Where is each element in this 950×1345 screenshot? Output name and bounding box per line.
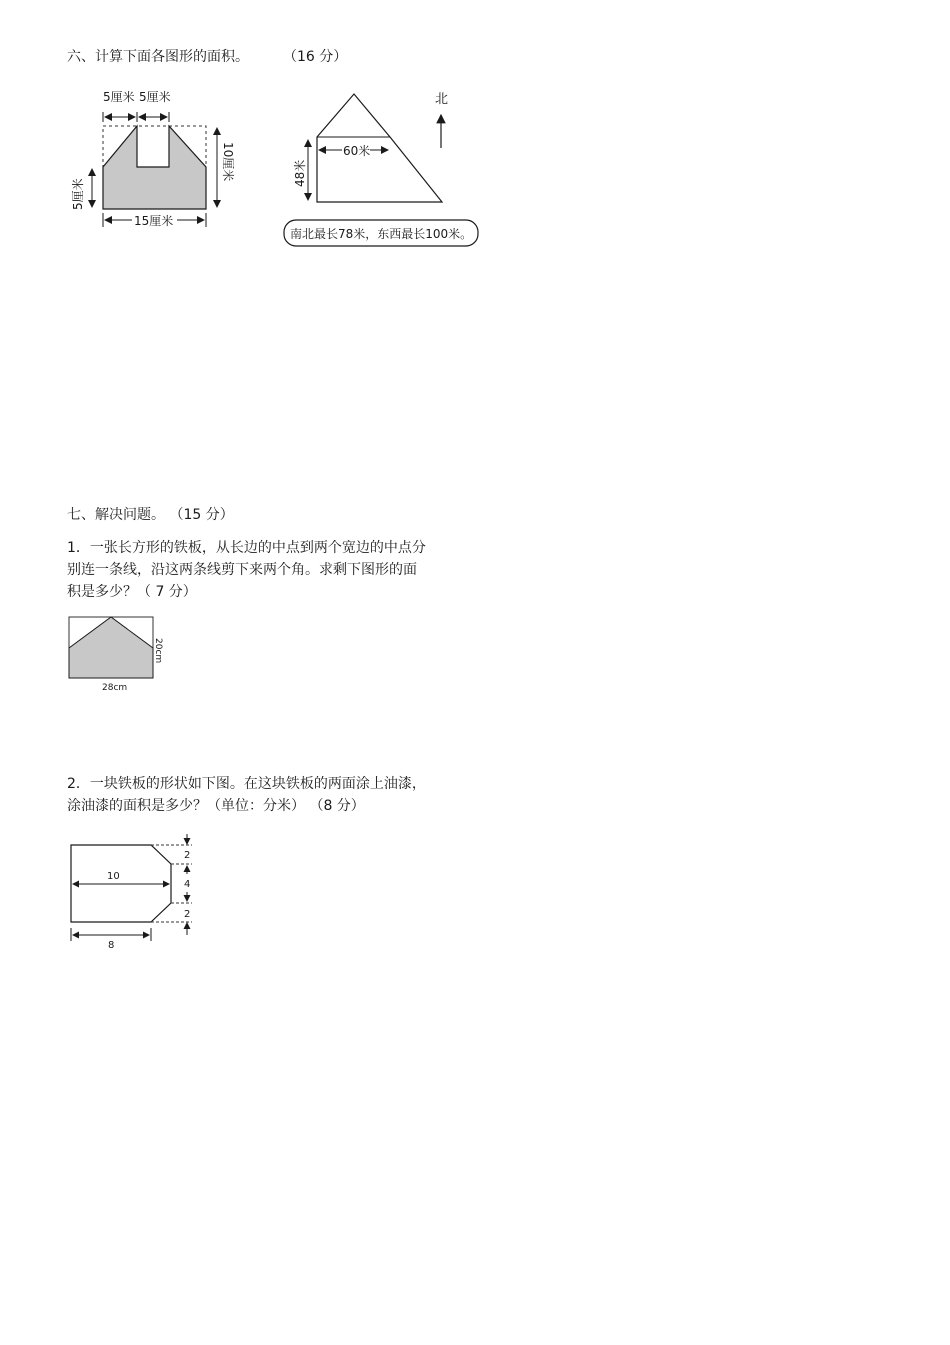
q1-shaded-region	[69, 617, 153, 678]
fig1-bottom-label: 15厘米	[134, 214, 174, 228]
section7-heading: 七、解决问题。 （15 分）	[67, 507, 234, 523]
shaded-region	[103, 126, 206, 209]
north-label: 北	[435, 92, 449, 107]
q1-height-label: 20cm	[153, 638, 163, 664]
fig1-top-left-label: 5厘米	[103, 90, 135, 104]
fig1-top-right-label: 5厘米	[139, 90, 171, 104]
fig1-left-label: 5厘米	[71, 178, 85, 210]
figure-land-plot	[282, 82, 492, 257]
fig1-right-label: 10厘米	[221, 142, 235, 182]
q2-text: 2．一块铁板的形状如下图。在这块铁板的两面涂上油漆，涂油漆的面积是多少？（单位：分米） （8 分）	[67, 776, 426, 814]
q2-top-width-label: 10	[107, 871, 120, 882]
q2-seg-top-label: 2	[184, 850, 191, 861]
q2-bottom-width-label: 8	[108, 940, 115, 951]
fig2-height-label: 48米	[293, 159, 307, 187]
q1-text: 1．一张长方形的铁板，从长边的中点到两个宽边的中点分别连一条线，沿这两条线剪下来两个角。求剩下图形的面积是多少？（ 7 分）	[67, 540, 426, 600]
q1-width-label: 28cm	[102, 683, 128, 693]
q2-seg-bot-label: 2	[184, 909, 191, 920]
fig2-width-label: 60米	[343, 144, 371, 158]
plot-outline	[317, 94, 442, 202]
figure-q1-plate	[68, 614, 178, 694]
figure-composite-shape	[62, 82, 235, 232]
fig2-note: 南北最长78米，东西最长100米。	[290, 227, 473, 241]
section6-heading	[67, 46, 347, 68]
q2-seg-mid-label: 4	[184, 879, 191, 890]
section6-heading-text: 六、计算下面各图形的面积。	[67, 49, 249, 65]
figure-q2-plate	[66, 833, 206, 953]
section6-score: （16 分）	[283, 49, 348, 65]
